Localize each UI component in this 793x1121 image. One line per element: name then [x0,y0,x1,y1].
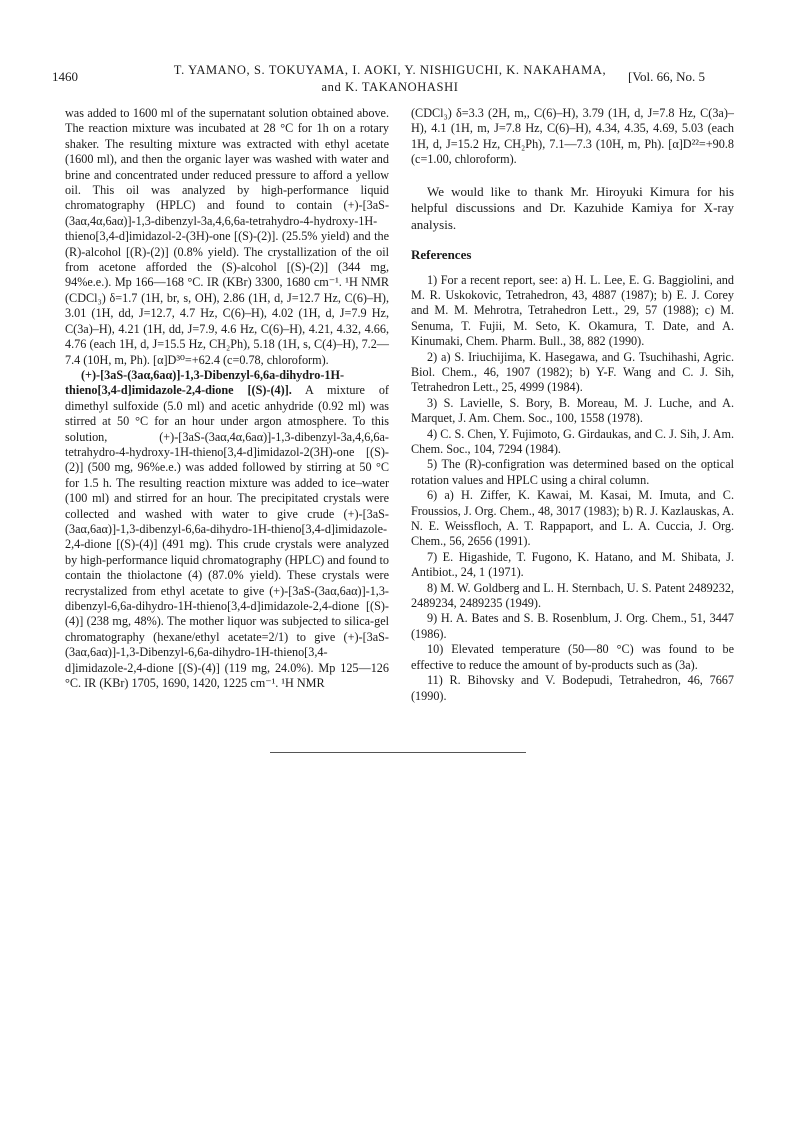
reference-item: 7) E. Higashide, T. Fugono, K. Hatano, and M. Shibata, J. Antibiot., 24, 1 (1971). [411,549,734,580]
references-heading: References [411,247,472,263]
reference-item: 11) R. Bihovsky and V. Bodepudi, Tetrahedron, 46, 7667 (1990). [411,673,734,703]
page-number: 1460 [52,69,78,84]
volume-issue: [Vol. 66, No. 5 [628,69,706,84]
reference-item: 10) Elevated temperature (50—80 °C) was found to be effective to reduce the amount of by-products such as (3a). [411,642,734,672]
compound-heading: (+)-[3aS-(3aα,6aα)]-1,3-Dibenzyl-6,6a-dihydro-1H-thieno[3,4-d]imidazole-2,4-dione [(S)-(4)]. [65,367,345,398]
reference-item: 9) H. A. Bates and S. B. Rosenblum, J. Org. Chem., 51, 3447 (1986). [411,611,734,641]
right-column [411,106,734,704]
authors-line-2: and K. TAKANOHASHI [321,80,459,94]
procedure-text: A mixture of dimethyl sulfoxide (5.0 ml) and acetic anhydride (0.92 ml) was stirred at 50 °C for an hour under argon atmosphere. To this solution, (+)-[3aS-(3aα,4α,6aα)]-1,3-dibenzyl-3a,4,6,6a-tetrahydro-4-hydroxy-1H-thieno[3,4-d]imidazol-2(3H)-one [(S)-(2)] (500 mg, 96%e.e.) was added followed by stirring at 50 °C for 1.5 h. The resulting reaction mixture was added to ice–water (100 ml) and stirred for an hour. The precipitated crystals were collected and washed with water to give crude (+)-[3aS-(3aα,6aα)]-1,3-dibenzyl-6,6a-dihydro-1H-thieno[3,4-d]imidazole-2,4-dione [(S)-(4)] (491 mg). This crude crystals were analyzed by high-performance liquid chromatography (HPLC) and found to contain the thiolactone (4) (87.0% yield). These crystals were recrystalized from ethyl acetate to give (+)-[3aS-(3aα,6aα)]-1,3-dibenzyl-6,6a-dihydro-1H-thieno[3,4-d]imidazole-2,4-dione [(S)-(4)] (238 mg, 48%). The mother liquor was subjected to silica-gel chromatography (hexane/ethyl acetate=2/1) to give (+)-[3aS-(3aα,6aα)]-1,3-Dibenzyl-6,6a-dihydro-1H-thieno[3,4-d]imidazole-2,4-dione [(S)-(4)] (119 mg, 24.0%). Mp 125—126 °C. IR (KBr) 1705, 1690, 1420, 1225 cm⁻¹. ¹H NMR [65,383,389,691]
acknowledgement: We would like to thank Mr. Hiroyuki Kimura for his helpful discussions and Dr. Kazuhide Kamiya for X-ray analysis. [411,183,734,232]
end-of-article-rule [270,752,526,753]
reference-item: 8) M. W. Goldberg and L. H. Sternbach, U. S. Patent 2489232, 2489234, 2489235 (1949). [411,580,734,611]
reference-item: 4) C. S. Chen, Y. Fujimoto, G. Girdaukas, and C. J. Sih, J. Am. Chem. Soc., 104, 7294 (1984). [411,426,734,456]
reference-item: 3) S. Lavielle, S. Bory, B. Moreau, M. J. Luche, and A. Marquet, J. Am. Chem. Soc., 100, 1558 (1978). [411,395,734,426]
experimental-paragraph-1: was added to 1600 ml of the supernatant solution obtained above. The reaction mixture was incubated at 28 °C for 1h on a rotary shaker. The resulting mixture was extracted with ethyl acetate (1600 ml), and then the organic layer was washed with water and brine and concentrated under reduced pressure to afford a yellow oil. This oil was analyzed by high-performance liquid chromatography (HPLC) and found to contain (+)-[3aS-(3aα,4α,6aα)]-1,3-dibenzyl-3a,4,6,6a-tetrahydro-4-hydroxy-1H-thieno[3,4-d]imidazol-2-(3H)-one [(S)-(2)]. (25.5% yield) and the (R)-alcohol [(R)-(2)] (0.8% yield). The crystallization of the oil from acetone afforded the (S)-alcohol [(S)-(2)] (344 mg, 94%e.e.). Mp 166—168 °C. IR (KBr) 3300, 1680 cm⁻¹. ¹H NMR (CDCl₃) δ=1.7 (1H, br, s, OH), 2.86 (1H, d, J=12.7 Hz, C(6)–H), 3.01 (1H, dd, J=12.7, 4.7 Hz, C(6)–H), 4.02 (1H, d, J=7.9 Hz, C(3a)–H), 4.21 (1H, dd, J=7.9, 4.6 Hz, C(6)–H), 4.21, 4.32, 4.66, 4.76 (each 1H, d, J=15.5 Hz, CH₂Ph), 5.18 (1H, s, C(4)–H), 7.2—7.4 (10H, m, Ph). [α]D³⁰=+62.4 (c=0.78, chloroform). [65,106,389,367]
reference-item: 5) The (R)-configration was determined based on the optical rotation values and HPLC using a chiral column. [411,457,734,487]
authors-line-1: T. YAMANO, S. TOKUYAMA, I. AOKI, Y. NISHIGUCHI, K. NAKAHAMA, [173,63,607,77]
reference-item: 2) a) S. Iriuchijima, K. Hasegawa, and G. Tsuchihashi, Agric. Biol. Chem., 46, 1907 (1982); b) Y-F. Wang and C. J. Sih, Tetrahedron Lett., 25, 4999 (1984). [411,349,734,395]
reference-item: 6) a) H. Ziffer, K. Kawai, M. Kasai, M. Imuta, and C. Froussios, J. Org. Chem., 48, 3017 (1983); b) R. J. Kazlauskas, A. N. E. Weissfloch, A. T. Rappaport, and L. A. Cuccia, J. Org. Chem., 56, 2656 (1991). [411,488,734,549]
left-column [65,106,389,691]
reference-item: 1) For a recent report, see: a) H. L. Lee, E. G. Baggiolini, and M. R. Uskokovic, Tetrahedron, 43, 4887 (1987); b) E. J. Corey and M. M. Mehrotra, Tetrahedron Lett., 29, 57 (1988); c) M. Senuma, T. Fujii, M. Seto, K. Okamura, T. Date, and A. Kinumaki, Chem. Pharm. Bull., 38, 882 (1990). [411,272,734,349]
experimental-paragraph-2 [65,368,389,692]
running-header-authors [170,62,610,96]
nmr-continuation: (CDCl₃) δ=3.3 (2H, m,, C(6)–H), 3.79 (1H, d, J=7.8 Hz, C(3a)–H), 4.1 (1H, m, J=7.8 Hz, C(6)–H), 4.34, 4.35, 4.69, 5.03 (each 1H, d, J=15.2 Hz, CH₂Ph), 7.1—7.3 (10H, m, Ph). [α]D²²=+90.8 (c=1.00, chloroform). [411,106,734,167]
